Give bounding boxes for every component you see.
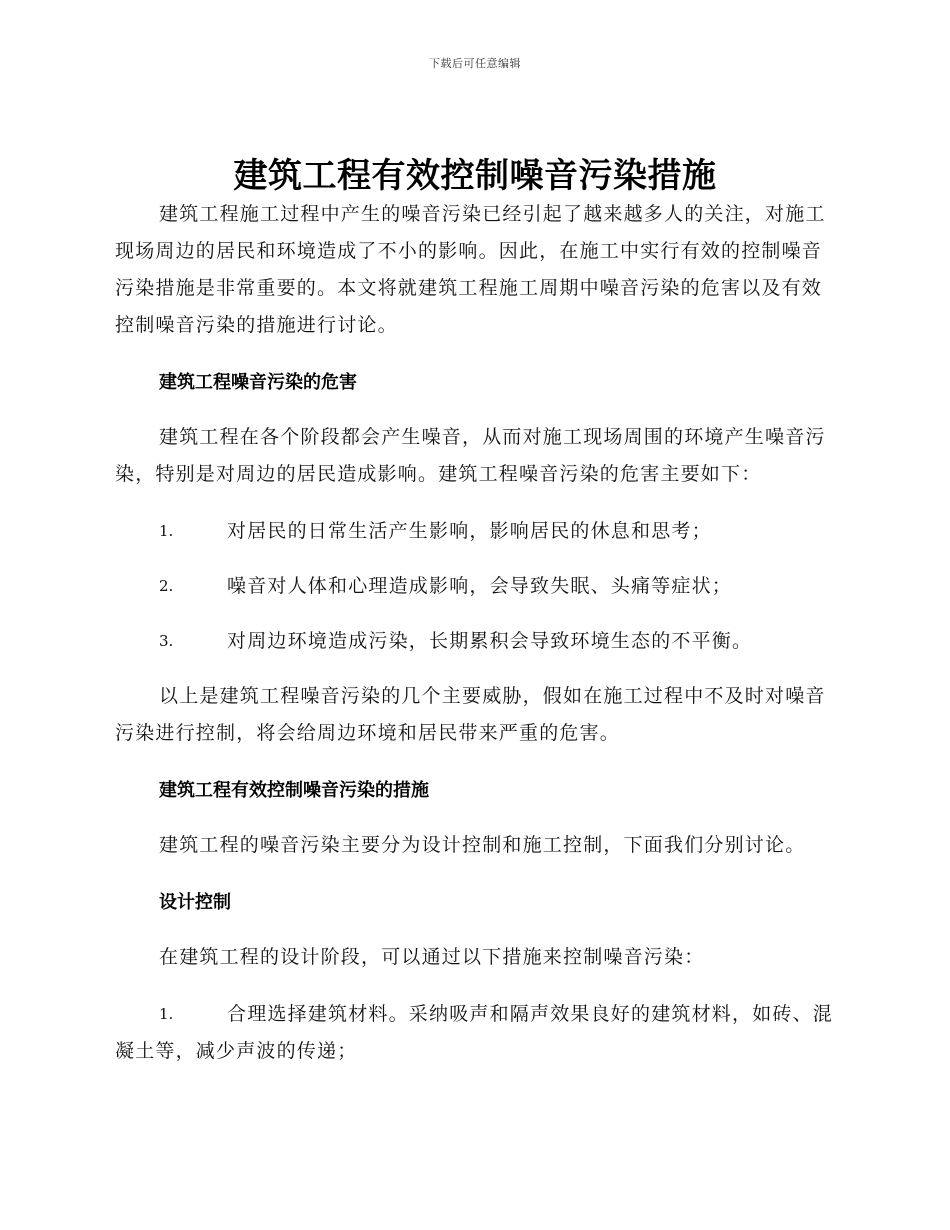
- measures-paragraph: 建筑工程的噪音污染主要分为设计控制和施工控制，下面我们分别讨论。: [159, 834, 806, 856]
- design-control-paragraph: 在建筑工程的设计阶段，可以通过以下措施来控制噪音污染：: [159, 946, 705, 968]
- intro-paragraph: 建筑工程施工过程中产生的噪音污染已经引起了越来越多人的关注，对施工现场周边的居民和环境造成了不小的影响。因此，在施工中实行有效的控制噪音污染措施是非常重要的。本文将就建筑工程施工周期中噪音污染的危害以及有效控制噪音污染的措施进行讨论。: [115, 203, 826, 336]
- header-note: 下载后可任意编辑: [429, 57, 521, 70]
- list-number: 1.: [159, 1005, 174, 1023]
- section-heading-measures: 建筑工程有效控制噪音污染的措施: [159, 780, 429, 801]
- document-body: [115, 196, 837, 1070]
- hazards-conclusion: 以上是建筑工程噪音污染的几个主要威胁，假如在施工过程中不及时对噪音污染进行控制，将会给周边环境和居民带来严重的危害。: [115, 685, 826, 744]
- section-heading-hazards: 建筑工程噪音污染的危害: [159, 372, 357, 393]
- section-heading-design-control: 设计控制: [159, 892, 231, 913]
- list-item-text: 合理选择建筑材料。采纳吸声和隔声效果良好的建筑材料，如砖、混凝土等，减少声波的传递；: [115, 1003, 834, 1062]
- list-item-text: 噪音对人体和心理造成影响，会导致失眠、头痛等症状；: [227, 575, 733, 597]
- list-item: [115, 568, 837, 605]
- list-number: 3.: [159, 632, 174, 650]
- list-number: 2.: [159, 577, 174, 595]
- list-item: [115, 996, 837, 1070]
- list-item-text: 对周边环境造成污染，长期累积会导致环境生态的不平衡。: [227, 630, 753, 652]
- hazards-paragraph: 建筑工程在各个阶段都会产生噪音，从而对施工现场周围的环境产生噪音污染，特别是对周边的居民造成影响。建筑工程噪音污染的危害主要如下：: [115, 426, 826, 485]
- document-title: 建筑工程有效控制噪音污染措施: [233, 156, 717, 196]
- list-item-text: 对居民的日常生活产生影响，影响居民的休息和思考；: [227, 520, 712, 542]
- list-item: [115, 513, 837, 550]
- list-number: 1.: [159, 522, 174, 540]
- list-item: [115, 623, 837, 660]
